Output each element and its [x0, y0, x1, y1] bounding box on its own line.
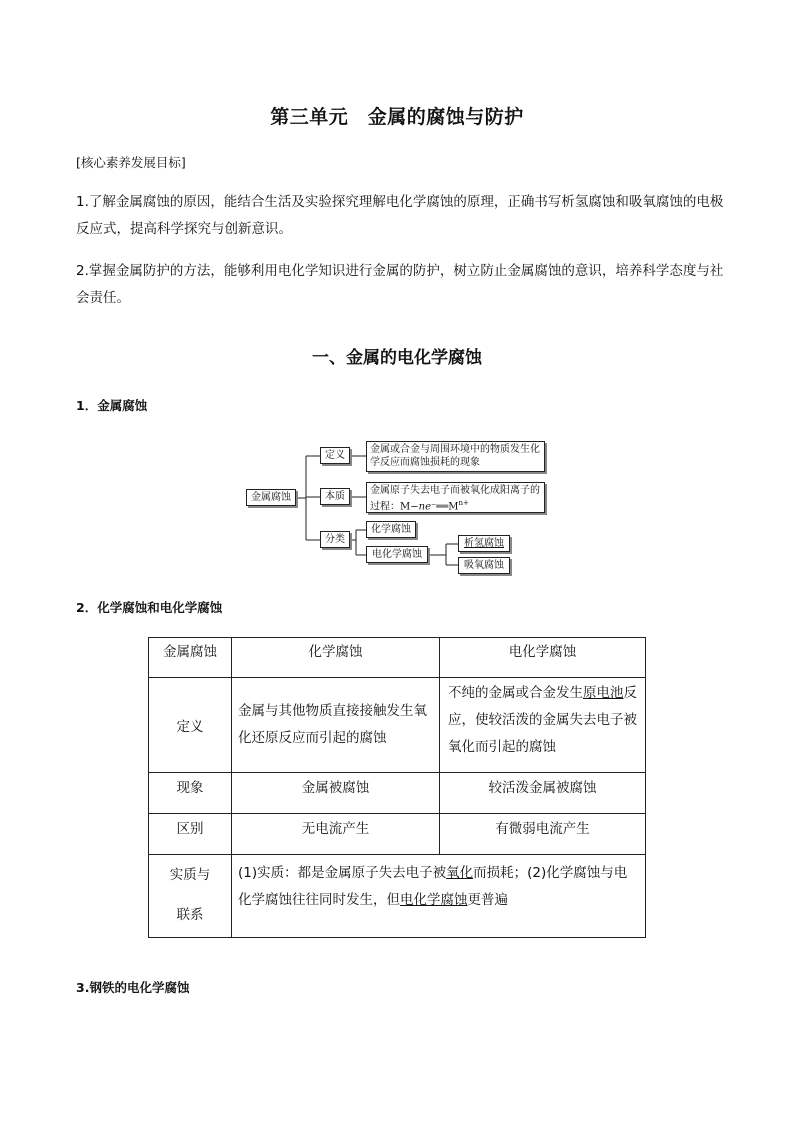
table-cell: 定义 [149, 678, 232, 773]
table-row [149, 638, 646, 678]
section-heading: 一、金属的电化学腐蚀 [312, 348, 482, 368]
diagram-class-label: 分类 [320, 531, 350, 548]
diagram-essence-text: 金属原子失去电子而被氧化成阳离子的过程：$M-ne^-══M^{n+}$ [366, 482, 545, 513]
table-header: 金属腐蚀 [149, 638, 232, 678]
table-row [149, 855, 646, 938]
table-header: 化学腐蚀 [232, 638, 440, 678]
diagram-definition-text: 金属或合金与周围环境中的物质发生化学反应而腐蚀损耗的现象 [366, 441, 545, 472]
comparison-table [148, 637, 646, 938]
goals-heading: [核心素养发展目标] [76, 155, 186, 170]
table-row [149, 678, 646, 773]
diagram-hydrogen: 析氢腐蚀 [458, 535, 510, 552]
table-cell: 金属与其他物质直接接触发生氧化还原反应而引起的腐蚀 [232, 678, 440, 773]
table-cell: 区别 [149, 814, 232, 855]
diagram-oxygen: 吸氧腐蚀 [458, 557, 510, 574]
table-row [149, 814, 646, 855]
subheading-2: 2．化学腐蚀和电化学腐蚀 [76, 600, 223, 615]
table-cell: (1)实质：都是金属原子失去电子被氧化而损耗；(2)化学腐蚀与电化学腐蚀往往同时发生，但电化学腐蚀更普遍 [232, 855, 646, 938]
diagram-chemical: 化学腐蚀 [366, 521, 416, 538]
diagram-essence-label: 本质 [320, 488, 350, 505]
diagram-definition-label: 定义 [320, 447, 350, 464]
table-cell: 有微弱电流产生 [440, 814, 646, 855]
page-title: 第三单元 金属的腐蚀与防护 [270, 106, 524, 128]
goal-item-2: 2.掌握金属防护的方法，能够利用电化学知识进行金属的防护，树立防止金属腐蚀的意识，培养科学态度与社会责任。 [76, 263, 724, 306]
table-row [149, 773, 646, 814]
subheading-3: 3.钢铁的电化学腐蚀 [76, 980, 190, 995]
table-header: 电化学腐蚀 [440, 638, 646, 678]
table-cell: 现象 [149, 773, 232, 814]
diagram-root: 金属腐蚀 [246, 489, 296, 506]
table-cell: 实质与 联系 [149, 855, 232, 938]
diagram-electrochemical: 电化学腐蚀 [366, 546, 428, 563]
subheading-1: 1．金属腐蚀 [76, 398, 148, 413]
goal-item-1: 1.了解金属腐蚀的原因，能结合生活及实验探究理解电化学腐蚀的原理，正确书写析氢腐蚀和吸氧腐蚀的电极反应式，提高科学探究与创新意识。 [76, 194, 724, 237]
table-cell: 不纯的金属或合金发生原电池反应，使较活泼的金属失去电子被氧化而引起的腐蚀 [440, 678, 646, 773]
table-cell: 金属被腐蚀 [232, 773, 440, 814]
table-cell: 无电流产生 [232, 814, 440, 855]
table-cell: 较活泼金属被腐蚀 [440, 773, 646, 814]
